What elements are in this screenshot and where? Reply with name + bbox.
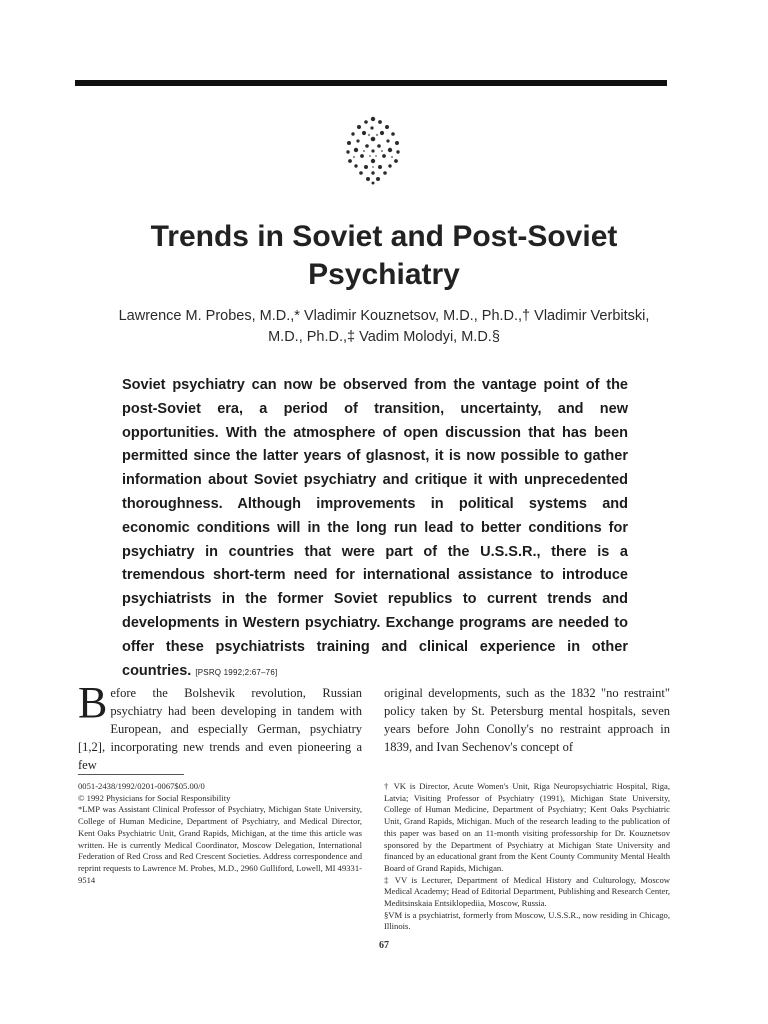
abstract	[122, 374, 628, 684]
footnotes-right	[384, 781, 670, 933]
authors-line-2: M.D., Ph.D.,‡ Vadim Molodyi, M.D.§	[268, 329, 500, 345]
footnote-vm: §VM is a psychiatrist, formerly from Moscow, U.S.S.R., now residing in Chicago, Illinois.	[384, 909, 670, 932]
authors-line-1: Lawrence M. Probes, M.D.,* Vladimir Kouznetsov, M.D., Ph.D.,† Vladimir Verbitski,	[118, 308, 650, 324]
issn-line: 0051-2438/1992/0201-0067$05.00/0	[78, 781, 205, 791]
body-column-left	[78, 678, 362, 774]
abstract-text: Soviet psychiatry can now be observed from the vantage point of the post-Soviet era, a period of transition, uncertainty, and new opportunities. With the atmosphere of open discussion that has been permitted since the latter years of glasnost, it is now possible to gather information about Soviet psychiatry and critique it with unprecedented thoroughness. Although improvements in political systems and economic conditions will in the long run lead to better conditions for psychiatry in countries that were part of the U.S.S.R., there is a tremendous short-term need for international assistance to introduce psychiatrists in the former Soviet republics to current trends and developments in Western psychiatry. Exchange programs are needed to offer these psychiatrists training and clinical experience in other countries.	[122, 377, 628, 679]
top-rule	[75, 80, 667, 86]
article-title	[60, 218, 708, 294]
article-title-line-2: Psychiatry	[308, 258, 460, 291]
author-list	[90, 306, 678, 348]
body-text-right: original developments, such as the 1832 "no restraint" policy taken by St. Petersburg mental hospitals, seven years before John Conolly's no restraint approach in 1839, and Ivan Sechenov's concept of	[384, 686, 670, 754]
article-title-line-1: Trends in Soviet and Post-Soviet	[150, 220, 618, 253]
body-text-left: efore the Bolshevik revolution, Russian psychiatry had been developing in tandem with European, and especially German, psychiatry [1,2], incorporating new trends and even pioneering a few	[78, 686, 362, 772]
footnote-vk: † VK is Director, Acute Women's Unit, Riga Neuropsychiatric Hospital, Riga, Latvia; Visiting Professor of Psychiatry (1991), Michigan State University, College of Human Medicine, Department of Psychiatry; Kent Oaks Psychiatric Unit, Grand Rapids, Michigan. Much of the research leading to the publication of this paper was based on an 11-month visiting professorship for Dr. Kouznetsov sponsored by the Department of Psychiatry at Michigan State University and financed by an educational grant from the Kent County Community Mental Health Board of Grand Rapids, Michigan.	[384, 781, 670, 873]
footnote-rule	[78, 774, 184, 775]
copyright-line: © 1992 Physicians for Social Responsibility	[78, 792, 231, 803]
abstract-citation: [PSRQ 1992;2:67–76]	[195, 667, 278, 677]
footnotes-left	[78, 781, 362, 886]
body-column-right	[384, 684, 670, 756]
page-number: 67	[379, 940, 389, 951]
journal-emblem-icon	[342, 113, 404, 187]
footnote-lmp: *LMP was Assistant Clinical Professor of Psychiatry, Michigan State University, College of Human Medicine, Department of Psychiatry, and Medical Director, Kent Oaks Psychiatric Unit, Grand Rapids, Michigan, at the time this article was written. He is currently Medical Coordinator, Moscow Delegation, International Federation of Red Cross and Red Crescent Societies. Address correspondence and reprint requests to Lawrence M. Probes, M.D., 2960 Gulliford, Lowell, MI 49331-9514	[78, 804, 362, 885]
drop-cap: B	[78, 678, 108, 727]
footnote-vv: ‡ VV is Lecturer, Department of Medical History and Culturology, Moscow Medical Academy; Head of Editorial Department, Publishing and Research Center, Meditsinskaia Entsiklopediia, Moscow, Russia.	[384, 874, 670, 909]
